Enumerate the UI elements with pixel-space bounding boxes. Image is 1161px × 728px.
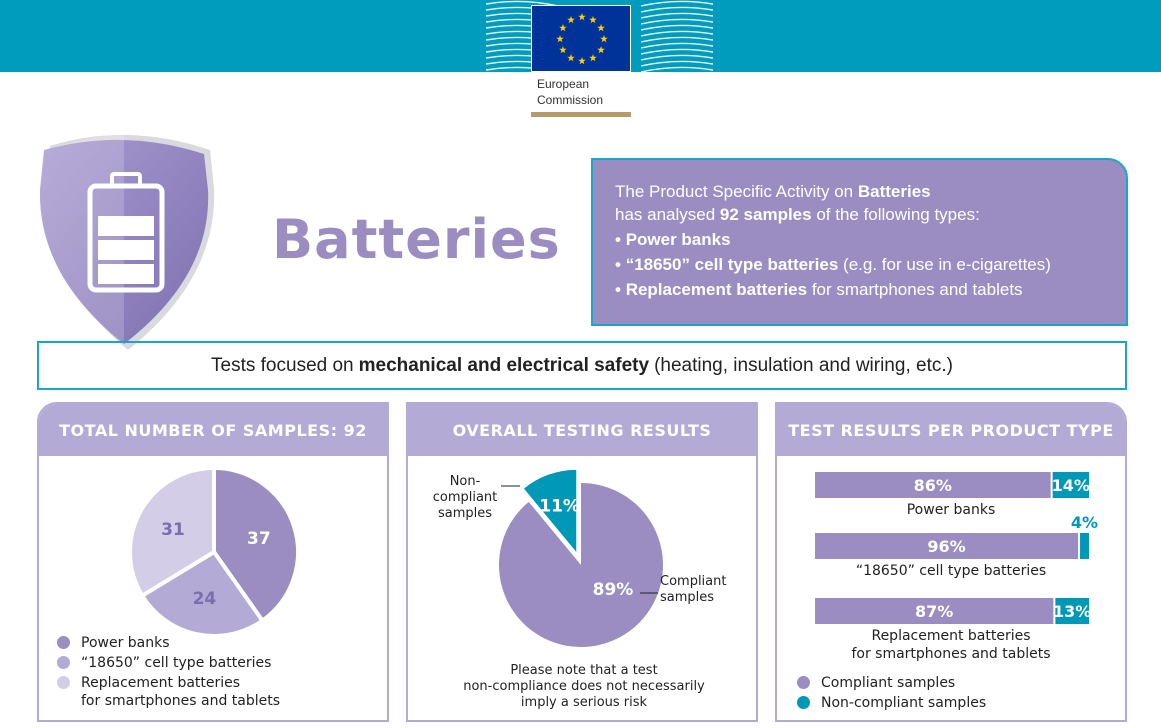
tests-pre: Tests focused on [211,354,354,376]
eu-star [589,16,597,23]
bar-category-label [811,627,1091,663]
org-line1: European [537,77,590,91]
bar-value-label: 13% [1053,602,1092,621]
pie-value-label: 24 [192,589,217,610]
tests-focus-banner [37,341,1127,390]
intro-line2 [615,203,1104,226]
annotation-line: Compliant [660,574,727,589]
eu-star [559,24,567,31]
bar-noncompliant [1080,533,1089,559]
european-commission-wordmark [537,76,603,108]
legend-swatch [797,676,810,689]
intro-line1-bold: Batteries [857,182,931,201]
legend-label: Compliant samples [821,675,956,691]
samples-pie-chart [39,456,387,636]
bar-value-label: 86% [913,476,952,495]
eu-stars [532,6,632,73]
panel-title: OVERALL TESTING RESULTS [408,404,756,456]
legend-item [57,654,280,672]
per-type-bar-chart [777,456,1125,636]
logo-underline [531,112,631,117]
intro-item [615,228,1104,251]
intro-item [615,253,1104,276]
legend-item [57,634,280,652]
bar-category-label [811,562,1091,580]
legend-label-line: for smartphones and tablets [81,693,281,709]
intro-line1-text: The Product Specific Activity on [615,182,858,201]
intro-item-bold: Replacement batteries [625,280,808,299]
samples-legend [57,634,280,712]
pie-value-label: 37 [246,528,271,549]
legend-label: “18650” cell type batteries [81,655,272,671]
bar-value-label: 96% [927,537,966,556]
decorative-lines-right [641,0,713,72]
compliant-annotation [660,574,750,606]
eu-star [578,13,586,20]
annotation-line: Non- [449,474,481,489]
pie-value-label: 11% [539,496,580,517]
overall-results-panel [406,402,758,722]
eu-star [559,46,567,53]
intro-item-bold: “18650” cell type batteries [625,255,839,274]
legend-swatch [797,696,810,709]
bullet: • [615,230,621,249]
category-line: “18650” cell type batteries [855,563,1047,579]
noncompliant-annotation [420,474,510,522]
intro-line2-post: of the following types: [811,205,980,224]
bullet: • [615,280,621,299]
intro-box [591,158,1128,326]
intro-line2-bold: 92 samples [719,205,812,224]
eu-star [589,54,597,61]
panel-title: TOTAL NUMBER OF SAMPLES: 92 [39,404,387,456]
annotation-line: compliant [432,490,498,505]
category-line: for smartphones and tablets [851,646,1051,662]
note-line: imply a serious risk [520,695,648,710]
eu-star [597,46,605,53]
note-line: Please note that a test [510,663,658,678]
legend-swatch [57,636,70,649]
tests-bold: mechanical and electrical safety [358,354,650,376]
tests-post: (heating, insulation and wiring, etc.) [654,354,953,376]
eu-flag-logo [531,5,631,72]
org-line2: Commission [537,93,604,107]
legend-label: Non-compliant samples [821,695,987,711]
bar-value-label: 4% [1070,513,1099,532]
legend-item [797,694,986,712]
intro-item-bold: Power banks [625,230,731,249]
panel-title: TEST RESULTS PER PRODUCT TYPE [777,404,1125,456]
bullet: • [615,255,621,274]
category-line: Replacement batteries [871,628,1031,644]
eu-star [567,54,575,61]
total-samples-panel [37,402,389,722]
bar-category-label [811,501,1091,519]
intro-item-rest: (e.g. for use in e-cigarettes) [838,255,1051,274]
bar-value-label: 87% [915,602,954,621]
legend-label-line: Replacement batteries [81,675,241,691]
risk-note [408,663,760,711]
pie-slice-compliant [499,483,663,647]
bar-value-label: 14% [1051,476,1090,495]
pie-value-label: 31 [161,519,185,540]
per-type-results-panel [775,402,1127,722]
note-line: non-compliance does not necessarily [463,679,705,694]
legend-swatch [57,676,70,689]
annotation-line: samples [660,590,715,605]
pie-value-label: 89% [592,580,634,600]
eu-star [578,57,586,64]
legend-swatch [57,656,70,669]
legend-item [57,674,280,710]
intro-line1 [615,180,1104,203]
eu-star [600,35,608,42]
legend-item [797,674,986,692]
eu-star [597,24,605,31]
battery-shield-icon [28,128,258,358]
page-title: Batteries [272,208,561,271]
category-line: Power banks [906,502,996,518]
intro-item [615,278,1104,301]
annotation-line: samples [437,506,493,521]
legend-label [81,674,280,710]
eu-star [567,16,575,23]
intro-line2-text: has analysed [615,205,720,224]
eu-star [556,35,564,42]
results-legend [797,674,986,714]
intro-item-rest: for smartphones and tablets [807,280,1023,299]
legend-label: Power banks [81,635,170,651]
